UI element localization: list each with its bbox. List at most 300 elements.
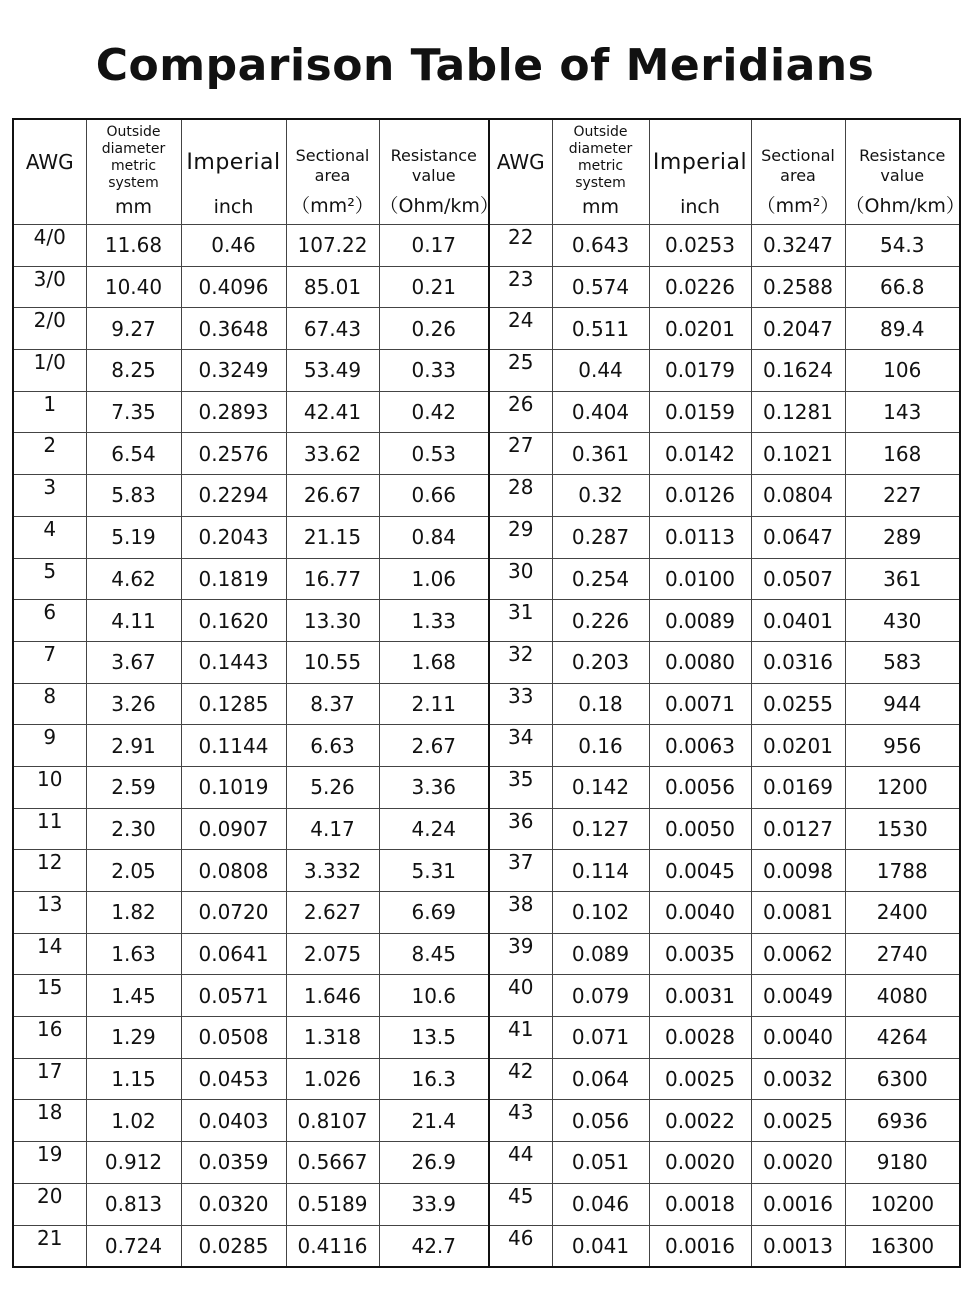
diameter-cell: 0.32 — [552, 475, 649, 517]
area-cell: 0.0016 — [751, 1183, 845, 1225]
awg-cell: 11 — [13, 808, 86, 850]
diameter-cell: 3.26 — [86, 683, 181, 725]
area-cell: 0.0127 — [751, 808, 845, 850]
inch-cell: 0.0016 — [649, 1225, 751, 1267]
imperial-unit: inch — [213, 196, 254, 218]
awg-cell: 9 — [13, 725, 86, 767]
res-line-1: Resistance — [390, 146, 477, 165]
diameter-cell: 0.102 — [552, 892, 649, 934]
resistance-cell: 143 — [845, 391, 960, 433]
inch-cell: 0.0020 — [649, 1142, 751, 1184]
awg-cell: 16 — [13, 1017, 86, 1059]
inch-cell: 0.1285 — [181, 683, 286, 725]
table-row — [13, 1225, 960, 1267]
inch-cell: 0.0056 — [649, 766, 751, 808]
inch-cell: 0.0100 — [649, 558, 751, 600]
awg-cell: 2/0 — [13, 308, 86, 350]
resistance-cell: 10.6 — [379, 975, 489, 1017]
table-row — [13, 308, 960, 350]
table-row — [13, 766, 960, 808]
awg-cell: 13 — [13, 892, 86, 934]
diameter-cell: 0.16 — [552, 725, 649, 767]
area-cell: 0.0049 — [751, 975, 845, 1017]
resistance-cell: 10200 — [845, 1183, 960, 1225]
inch-cell: 0.2043 — [181, 516, 286, 558]
inch-cell: 0.2893 — [181, 391, 286, 433]
sectional-area-text — [752, 120, 845, 186]
area-cell: 0.0081 — [751, 892, 845, 934]
awg-cell: 37 — [489, 850, 552, 892]
inch-cell: 0.0040 — [649, 892, 751, 934]
area-cell: 1.646 — [286, 975, 379, 1017]
resistance-cell: 26.9 — [379, 1142, 489, 1184]
diameter-cell: 0.041 — [552, 1225, 649, 1267]
awg-cell: 3/0 — [13, 266, 86, 308]
diameter-cell: 2.91 — [86, 725, 181, 767]
inch-cell: 0.0720 — [181, 892, 286, 934]
diameter-cell: 0.404 — [552, 391, 649, 433]
area-cell: 10.55 — [286, 641, 379, 683]
awg-header — [489, 119, 552, 225]
area-cell: 1.026 — [286, 1058, 379, 1100]
awg-cell: 23 — [489, 266, 552, 308]
resistance-cell: 9180 — [845, 1142, 960, 1184]
awg-cell: 27 — [489, 433, 552, 475]
resistance-cell: 6300 — [845, 1058, 960, 1100]
resistance-cell: 5.31 — [379, 850, 489, 892]
awg-cell: 1 — [13, 391, 86, 433]
area-cell: 13.30 — [286, 600, 379, 642]
awg-cell: 43 — [489, 1100, 552, 1142]
outside-diameter-header — [552, 119, 649, 225]
inch-cell: 0.1443 — [181, 641, 286, 683]
area-cell: 0.0032 — [751, 1058, 845, 1100]
resistance-cell: 16300 — [845, 1225, 960, 1267]
diameter-cell: 0.511 — [552, 308, 649, 350]
area-cell: 42.41 — [286, 391, 379, 433]
area-cell: 0.0804 — [751, 475, 845, 517]
resistance-cell: 8.45 — [379, 933, 489, 975]
resistance-text — [380, 120, 489, 186]
table-row — [13, 516, 960, 558]
inch-cell: 0.1144 — [181, 725, 286, 767]
resistance-unit: （Ohm/km） — [845, 195, 965, 217]
inch-cell: 0.0453 — [181, 1058, 286, 1100]
sectional-area-text — [287, 120, 379, 186]
resistance-cell: 2740 — [845, 933, 960, 975]
diameter-cell: 8.25 — [86, 350, 181, 392]
awg-cell: 21 — [13, 1225, 86, 1267]
table-row — [13, 391, 960, 433]
diameter-cell: 2.59 — [86, 766, 181, 808]
area-cell: 0.0169 — [751, 766, 845, 808]
inch-cell: 0.3249 — [181, 350, 286, 392]
resistance-cell: 0.33 — [379, 350, 489, 392]
awg-cell: 34 — [489, 725, 552, 767]
area-cell: 0.2047 — [751, 308, 845, 350]
area-cell: 0.0255 — [751, 683, 845, 725]
od-unit: mm — [581, 196, 620, 218]
awg-cell: 29 — [489, 516, 552, 558]
resistance-cell: 4264 — [845, 1017, 960, 1059]
table-body — [13, 225, 960, 1268]
diameter-cell: 0.44 — [552, 350, 649, 392]
area-cell: 53.49 — [286, 350, 379, 392]
area-cell: 5.26 — [286, 766, 379, 808]
inch-cell: 0.0808 — [181, 850, 286, 892]
area-cell: 26.67 — [286, 475, 379, 517]
awg-cell: 46 — [489, 1225, 552, 1267]
sect-line-1: Sectional — [761, 146, 835, 165]
inch-cell: 0.0142 — [649, 433, 751, 475]
area-cell: 2.075 — [286, 933, 379, 975]
resistance-cell: 0.21 — [379, 266, 489, 308]
area-cell: 1.318 — [286, 1017, 379, 1059]
diameter-cell: 3.67 — [86, 641, 181, 683]
resistance-cell: 2400 — [845, 892, 960, 934]
res-line-2: value — [880, 166, 925, 185]
diameter-cell: 0.643 — [552, 225, 649, 267]
diameter-cell: 6.54 — [86, 433, 181, 475]
awg-cell: 31 — [489, 600, 552, 642]
area-cell: 0.5189 — [286, 1183, 379, 1225]
diameter-cell: 4.62 — [86, 558, 181, 600]
inch-cell: 0.0201 — [649, 308, 751, 350]
table-row — [13, 641, 960, 683]
od-header-text — [553, 120, 649, 192]
diameter-cell: 10.40 — [86, 266, 181, 308]
awg-cell: 6 — [13, 600, 86, 642]
awg-header-label: AWG — [25, 150, 74, 174]
diameter-cell: 0.203 — [552, 641, 649, 683]
resistance-unit: （Ohm/km） — [379, 195, 499, 217]
diameter-cell: 1.02 — [86, 1100, 181, 1142]
diameter-cell: 0.056 — [552, 1100, 649, 1142]
resistance-cell: 430 — [845, 600, 960, 642]
od-line-1: Outside — [573, 124, 628, 140]
diameter-cell: 0.287 — [552, 516, 649, 558]
header-row — [13, 119, 960, 225]
area-cell: 3.332 — [286, 850, 379, 892]
awg-cell: 20 — [13, 1183, 86, 1225]
inch-cell: 0.0159 — [649, 391, 751, 433]
area-cell: 0.0025 — [751, 1100, 845, 1142]
sectional-area-header — [751, 119, 845, 225]
area-cell: 67.43 — [286, 308, 379, 350]
inch-cell: 0.0025 — [649, 1058, 751, 1100]
resistance-cell: 1.06 — [379, 558, 489, 600]
area-cell: 21.15 — [286, 516, 379, 558]
awg-cell: 22 — [489, 225, 552, 267]
diameter-cell: 0.079 — [552, 975, 649, 1017]
awg-cell: 39 — [489, 933, 552, 975]
inch-cell: 0.1019 — [181, 766, 286, 808]
resistance-cell: 1.68 — [379, 641, 489, 683]
res-line-2: value — [411, 166, 456, 185]
resistance-cell: 956 — [845, 725, 960, 767]
sect-line-2: area — [780, 166, 816, 185]
awg-header — [13, 119, 86, 225]
inch-cell: 0.2294 — [181, 475, 286, 517]
inch-cell: 0.0028 — [649, 1017, 751, 1059]
resistance-header — [379, 119, 499, 225]
table-row — [13, 350, 960, 392]
area-cell: 0.1281 — [751, 391, 845, 433]
od-unit: mm — [114, 196, 153, 218]
resistance-cell: 0.17 — [379, 225, 489, 267]
diameter-cell: 0.051 — [552, 1142, 649, 1184]
awg-cell: 19 — [13, 1142, 86, 1184]
inch-cell: 0.0022 — [649, 1100, 751, 1142]
od-line-1: Outside — [106, 124, 161, 140]
od-line-2: diameter — [101, 141, 166, 157]
inch-cell: 0.1620 — [181, 600, 286, 642]
area-cell: 33.62 — [286, 433, 379, 475]
awg-cell: 24 — [489, 308, 552, 350]
diameter-cell: 0.18 — [552, 683, 649, 725]
resistance-cell: 13.5 — [379, 1017, 489, 1059]
awg-cell: 12 — [13, 850, 86, 892]
resistance-text — [846, 120, 960, 186]
awg-cell: 15 — [13, 975, 86, 1017]
od-line-3: metric — [577, 158, 624, 174]
diameter-cell: 5.19 — [86, 516, 181, 558]
od-line-4: system — [575, 175, 626, 191]
area-cell: 0.0098 — [751, 850, 845, 892]
inch-cell: 0.0253 — [649, 225, 751, 267]
sect-line-1: Sectional — [295, 146, 370, 165]
resistance-cell: 2.11 — [379, 683, 489, 725]
diameter-cell: 1.82 — [86, 892, 181, 934]
inch-cell: 0.0641 — [181, 933, 286, 975]
diameter-cell: 0.046 — [552, 1183, 649, 1225]
resistance-cell: 0.26 — [379, 308, 489, 350]
awg-comparison-table — [12, 118, 965, 1268]
resistance-header — [845, 119, 965, 225]
resistance-cell: 66.8 — [845, 266, 960, 308]
inch-cell: 0.0571 — [181, 975, 286, 1017]
awg-cell: 36 — [489, 808, 552, 850]
diameter-cell: 0.089 — [552, 933, 649, 975]
area-cell: 0.3247 — [751, 225, 845, 267]
inch-cell: 0.0018 — [649, 1183, 751, 1225]
area-cell: 0.0316 — [751, 641, 845, 683]
area-cell: 4.17 — [286, 808, 379, 850]
resistance-cell: 227 — [845, 475, 960, 517]
table-row — [13, 225, 960, 267]
diameter-cell: 0.574 — [552, 266, 649, 308]
resistance-cell: 42.7 — [379, 1225, 489, 1267]
diameter-cell: 0.813 — [86, 1183, 181, 1225]
table-row — [13, 1183, 960, 1225]
table-row — [13, 1142, 960, 1184]
awg-cell: 32 — [489, 641, 552, 683]
area-cell: 0.1021 — [751, 433, 845, 475]
table-row — [13, 725, 960, 767]
diameter-cell: 1.63 — [86, 933, 181, 975]
diameter-cell: 1.15 — [86, 1058, 181, 1100]
inch-cell: 0.4096 — [181, 266, 286, 308]
inch-cell: 0.2576 — [181, 433, 286, 475]
area-cell: 0.4116 — [286, 1225, 379, 1267]
sectional-area-header — [286, 119, 379, 225]
awg-cell: 33 — [489, 683, 552, 725]
resistance-cell: 106 — [845, 350, 960, 392]
awg-cell: 45 — [489, 1183, 552, 1225]
area-cell: 8.37 — [286, 683, 379, 725]
od-line-3: metric — [110, 158, 157, 174]
awg-cell: 41 — [489, 1017, 552, 1059]
diameter-cell: 0.254 — [552, 558, 649, 600]
area-cell: 16.77 — [286, 558, 379, 600]
inch-cell: 0.3648 — [181, 308, 286, 350]
diameter-cell: 0.127 — [552, 808, 649, 850]
inch-cell: 0.46 — [181, 225, 286, 267]
table-row — [13, 1100, 960, 1142]
area-cell: 0.5667 — [286, 1142, 379, 1184]
resistance-cell: 1200 — [845, 766, 960, 808]
inch-cell: 0.0035 — [649, 933, 751, 975]
imperial-label: Imperial — [652, 150, 748, 175]
resistance-cell: 0.84 — [379, 516, 489, 558]
diameter-cell: 2.30 — [86, 808, 181, 850]
table-row — [13, 808, 960, 850]
diameter-cell: 1.29 — [86, 1017, 181, 1059]
inch-cell: 0.0089 — [649, 600, 751, 642]
sectional-area-unit: （mm²） — [756, 195, 840, 217]
resistance-cell: 168 — [845, 433, 960, 475]
resistance-cell: 361 — [845, 558, 960, 600]
resistance-cell: 0.53 — [379, 433, 489, 475]
resistance-cell: 54.3 — [845, 225, 960, 267]
area-cell: 0.0507 — [751, 558, 845, 600]
page-title: Comparison Table of Meridians — [95, 40, 875, 91]
inch-cell: 0.0320 — [181, 1183, 286, 1225]
awg-cell: 14 — [13, 933, 86, 975]
awg-cell: 1/0 — [13, 350, 86, 392]
inch-cell: 0.0179 — [649, 350, 751, 392]
awg-cell: 10 — [13, 766, 86, 808]
diameter-cell: 9.27 — [86, 308, 181, 350]
resistance-cell: 0.66 — [379, 475, 489, 517]
area-cell: 0.0062 — [751, 933, 845, 975]
awg-cell: 35 — [489, 766, 552, 808]
awg-cell: 5 — [13, 558, 86, 600]
area-cell: 107.22 — [286, 225, 379, 267]
diameter-cell: 0.912 — [86, 1142, 181, 1184]
resistance-cell: 1.33 — [379, 600, 489, 642]
awg-cell: 42 — [489, 1058, 552, 1100]
res-line-1: Resistance — [859, 146, 946, 165]
area-cell: 0.0647 — [751, 516, 845, 558]
table-row — [13, 600, 960, 642]
table-row — [13, 558, 960, 600]
resistance-cell: 21.4 — [379, 1100, 489, 1142]
resistance-cell: 289 — [845, 516, 960, 558]
awg-cell: 7 — [13, 641, 86, 683]
diameter-cell: 11.68 — [86, 225, 181, 267]
diameter-cell: 5.83 — [86, 475, 181, 517]
resistance-cell: 4080 — [845, 975, 960, 1017]
od-line-4: system — [108, 175, 159, 191]
diameter-cell: 7.35 — [86, 391, 181, 433]
resistance-cell: 33.9 — [379, 1183, 489, 1225]
awg-cell: 8 — [13, 683, 86, 725]
awg-cell: 28 — [489, 475, 552, 517]
diameter-cell: 0.064 — [552, 1058, 649, 1100]
resistance-cell: 6.69 — [379, 892, 489, 934]
resistance-cell: 16.3 — [379, 1058, 489, 1100]
resistance-cell: 944 — [845, 683, 960, 725]
diameter-cell: 4.11 — [86, 600, 181, 642]
outside-diameter-header — [86, 119, 181, 225]
resistance-cell: 3.36 — [379, 766, 489, 808]
inch-cell: 0.0285 — [181, 1225, 286, 1267]
awg-cell: 4/0 — [13, 225, 86, 267]
table-row — [13, 1017, 960, 1059]
od-line-2: diameter — [568, 141, 633, 157]
inch-cell: 0.0071 — [649, 683, 751, 725]
resistance-cell: 583 — [845, 641, 960, 683]
table-row — [13, 266, 960, 308]
area-cell: 2.627 — [286, 892, 379, 934]
table-row — [13, 933, 960, 975]
diameter-cell: 0.114 — [552, 850, 649, 892]
awg-cell: 25 — [489, 350, 552, 392]
table-row — [13, 975, 960, 1017]
sectional-area-unit: （mm²） — [291, 195, 374, 217]
resistance-cell: 2.67 — [379, 725, 489, 767]
resistance-cell: 1530 — [845, 808, 960, 850]
area-cell: 0.2588 — [751, 266, 845, 308]
area-cell: 6.63 — [286, 725, 379, 767]
area-cell: 0.0020 — [751, 1142, 845, 1184]
diameter-cell: 0.724 — [86, 1225, 181, 1267]
area-cell: 0.1624 — [751, 350, 845, 392]
resistance-cell: 4.24 — [379, 808, 489, 850]
awg-cell: 44 — [489, 1142, 552, 1184]
awg-cell: 4 — [13, 516, 86, 558]
diameter-cell: 0.226 — [552, 600, 649, 642]
inch-cell: 0.1819 — [181, 558, 286, 600]
awg-cell: 38 — [489, 892, 552, 934]
inch-cell: 0.0126 — [649, 475, 751, 517]
inch-cell: 0.0045 — [649, 850, 751, 892]
awg-cell: 3 — [13, 475, 86, 517]
inch-cell: 0.0031 — [649, 975, 751, 1017]
table-row — [13, 1058, 960, 1100]
area-cell: 0.0013 — [751, 1225, 845, 1267]
table-row — [13, 433, 960, 475]
sect-line-2: area — [314, 166, 351, 185]
area-cell: 0.0201 — [751, 725, 845, 767]
inch-cell: 0.0080 — [649, 641, 751, 683]
awg-cell: 40 — [489, 975, 552, 1017]
area-cell: 85.01 — [286, 266, 379, 308]
diameter-cell: 1.45 — [86, 975, 181, 1017]
area-cell: 0.0040 — [751, 1017, 845, 1059]
awg-cell: 26 — [489, 391, 552, 433]
imperial-label: Imperial — [186, 150, 281, 175]
od-header-text — [87, 120, 181, 192]
awg-cell: 17 — [13, 1058, 86, 1100]
table-row — [13, 475, 960, 517]
diameter-cell: 0.361 — [552, 433, 649, 475]
resistance-cell: 89.4 — [845, 308, 960, 350]
awg-cell: 18 — [13, 1100, 86, 1142]
diameter-cell: 2.05 — [86, 850, 181, 892]
imperial-unit: inch — [680, 196, 720, 218]
